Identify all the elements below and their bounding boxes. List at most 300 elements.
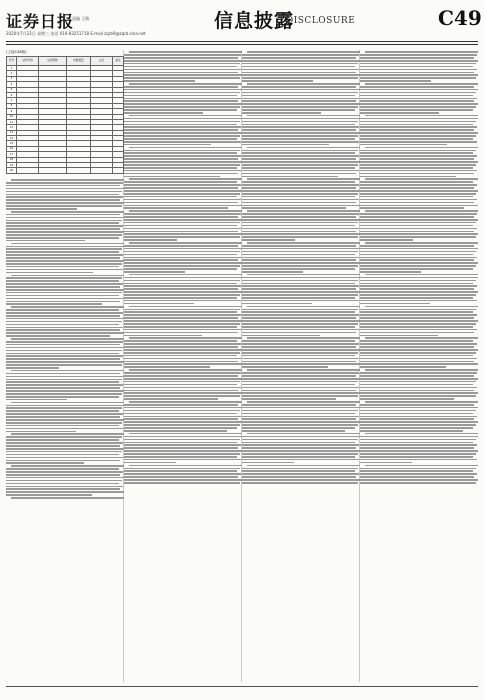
text-line	[124, 381, 240, 383]
text-line	[360, 158, 474, 160]
text-line	[124, 265, 240, 267]
text-line	[360, 361, 474, 363]
text-line	[360, 106, 476, 108]
text-line	[242, 363, 360, 365]
article-text-block	[242, 50, 360, 680]
text-line	[360, 479, 478, 481]
text-line	[242, 413, 355, 415]
text-line	[360, 372, 477, 374]
text-line	[124, 427, 237, 429]
text-line	[360, 86, 474, 88]
column-header: 占比	[91, 57, 113, 66]
text-line	[242, 462, 294, 464]
text-line	[124, 80, 195, 82]
text-line	[6, 341, 123, 343]
text-line	[360, 161, 478, 163]
text-line	[124, 161, 242, 163]
text-line	[6, 361, 124, 363]
text-line	[6, 393, 122, 395]
text-line	[360, 150, 476, 152]
text-line	[242, 352, 358, 354]
text-line	[6, 312, 123, 314]
text-line	[124, 100, 238, 102]
text-line	[6, 344, 120, 346]
text-line	[242, 60, 360, 62]
text-line	[6, 327, 123, 329]
text-line	[242, 340, 355, 342]
text-line	[360, 222, 476, 224]
text-line	[365, 306, 478, 308]
text-line	[360, 456, 473, 458]
text-line	[242, 372, 359, 374]
column-header: 序号	[7, 57, 17, 66]
text-line	[242, 280, 358, 282]
text-line	[6, 208, 77, 210]
holdings-table	[6, 56, 124, 174]
text-line	[360, 404, 474, 406]
text-line	[124, 213, 241, 215]
text-line	[124, 259, 238, 261]
text-line	[360, 141, 477, 143]
text-line	[6, 494, 92, 496]
header-rule	[6, 41, 478, 42]
text-line	[6, 416, 120, 418]
text-line	[124, 124, 237, 126]
text-line	[124, 248, 242, 250]
text-line	[124, 135, 240, 137]
text-line	[124, 355, 237, 357]
text-line	[360, 442, 473, 444]
text-line	[124, 109, 237, 111]
text-line	[360, 95, 473, 97]
text-line	[242, 213, 359, 215]
text-line	[360, 444, 477, 446]
text-line	[6, 364, 122, 366]
text-line	[124, 343, 241, 345]
text-line	[124, 236, 240, 238]
text-line	[129, 401, 242, 403]
text-line	[6, 272, 93, 274]
text-line	[124, 60, 242, 62]
text-line	[242, 135, 358, 137]
text-line	[247, 178, 360, 180]
text-line	[242, 187, 356, 189]
text-line	[360, 297, 473, 299]
table-cell: 9	[7, 109, 17, 114]
text-line	[6, 194, 119, 196]
text-line	[360, 352, 476, 354]
text-line	[124, 126, 241, 128]
text-line	[360, 259, 474, 261]
text-line	[360, 459, 477, 461]
text-line	[124, 349, 242, 351]
table-cell	[91, 168, 113, 173]
text-line	[242, 100, 356, 102]
text-line	[247, 337, 360, 339]
table-cell	[17, 168, 39, 173]
text-line	[242, 265, 358, 267]
text-line	[360, 74, 478, 76]
text-line	[6, 355, 123, 357]
text-line	[124, 482, 240, 484]
text-line	[6, 390, 124, 392]
column-header: 证券简称	[39, 57, 67, 66]
text-line	[360, 277, 478, 279]
text-line	[365, 337, 478, 339]
table-cell: 2	[7, 71, 17, 76]
text-line	[247, 465, 360, 467]
table-cell: 16	[7, 146, 17, 151]
text-line	[242, 69, 359, 71]
text-line	[360, 363, 478, 365]
text-line	[124, 283, 237, 285]
text-line	[124, 132, 242, 134]
text-line	[242, 479, 360, 481]
text-line	[242, 239, 295, 241]
text-line	[360, 248, 478, 250]
text-line	[360, 291, 478, 293]
text-line	[124, 228, 241, 230]
text-line	[124, 390, 238, 392]
text-line	[124, 95, 237, 97]
text-line	[6, 301, 120, 303]
text-line	[124, 323, 240, 325]
text-line	[360, 69, 477, 71]
text-line	[365, 178, 478, 180]
text-line	[242, 141, 359, 143]
text-line	[124, 288, 238, 290]
table-caption: (上接C48版)	[6, 50, 27, 54]
text-line	[242, 236, 358, 238]
text-line	[124, 335, 202, 337]
text-line	[242, 416, 359, 418]
text-line	[124, 404, 238, 406]
text-line	[360, 262, 478, 264]
text-line	[6, 237, 119, 239]
column-3	[242, 50, 360, 680]
text-line	[360, 112, 439, 114]
text-line	[124, 398, 218, 400]
text-line	[124, 300, 241, 302]
text-line	[6, 483, 119, 485]
text-line	[6, 419, 124, 421]
text-line	[124, 121, 240, 123]
text-line	[242, 66, 355, 68]
table-cell: 5	[7, 87, 17, 92]
text-line	[6, 457, 123, 459]
text-line	[6, 260, 124, 262]
text-line	[360, 346, 474, 348]
text-line	[360, 387, 477, 389]
text-line	[242, 219, 360, 221]
text-line	[365, 433, 478, 435]
text-line	[242, 430, 345, 432]
page-number: C49	[438, 6, 482, 30]
text-line	[124, 459, 241, 461]
text-line	[242, 407, 360, 409]
text-line	[242, 161, 360, 163]
text-line	[242, 297, 355, 299]
text-line	[6, 384, 123, 386]
text-line	[242, 436, 360, 438]
text-line	[242, 473, 359, 475]
text-line	[124, 363, 242, 365]
text-line	[360, 395, 476, 397]
text-line	[242, 72, 356, 74]
text-line	[124, 297, 237, 299]
text-line	[6, 234, 122, 236]
text-line	[6, 251, 119, 253]
text-line	[242, 207, 346, 209]
text-line	[129, 115, 242, 117]
table-cell: 8	[7, 103, 17, 108]
text-line	[6, 329, 120, 331]
text-line	[11, 179, 124, 181]
text-line	[360, 424, 476, 426]
text-line	[365, 83, 478, 85]
text-line	[242, 251, 358, 253]
text-line	[242, 259, 356, 261]
section-title-english: DISCLOSURE	[286, 16, 356, 26]
column-header: 证券代码	[17, 57, 39, 66]
text-line	[124, 262, 242, 264]
text-line	[6, 321, 122, 323]
text-line	[242, 129, 356, 131]
text-line	[242, 427, 355, 429]
text-line	[124, 430, 227, 432]
table-cell: 14	[7, 136, 17, 141]
text-line	[242, 378, 360, 380]
text-line	[242, 358, 359, 360]
text-line	[365, 369, 478, 371]
text-line	[124, 66, 237, 68]
text-line	[242, 303, 312, 305]
text-line	[124, 167, 237, 169]
text-line	[124, 395, 240, 397]
text-line	[242, 63, 358, 65]
text-line	[242, 181, 355, 183]
text-line	[6, 373, 120, 375]
text-line	[6, 448, 124, 450]
text-line	[11, 465, 124, 467]
text-line	[6, 405, 124, 407]
text-line	[360, 349, 478, 351]
text-line	[124, 92, 240, 94]
text-line	[242, 410, 358, 412]
text-line	[6, 488, 120, 490]
text-line	[242, 453, 358, 455]
text-line	[242, 248, 360, 250]
article-text-block	[360, 50, 478, 680]
text-line	[360, 54, 477, 56]
text-line	[360, 100, 474, 102]
text-line	[129, 433, 242, 435]
article-text-block	[6, 178, 124, 648]
text-line	[360, 468, 476, 470]
text-line	[360, 129, 474, 131]
text-line	[6, 263, 122, 265]
text-line	[242, 335, 320, 337]
text-line	[360, 66, 473, 68]
text-line	[242, 222, 358, 224]
text-line	[11, 306, 124, 308]
text-line	[242, 314, 359, 316]
text-line	[242, 92, 358, 94]
text-line	[124, 352, 240, 354]
text-line	[242, 421, 360, 423]
text-line	[242, 442, 355, 444]
text-line	[124, 444, 241, 446]
text-line	[360, 271, 421, 273]
text-line	[124, 233, 242, 235]
text-line	[6, 387, 120, 389]
text-line	[124, 309, 240, 311]
text-line	[6, 381, 119, 383]
text-line	[242, 398, 336, 400]
text-line	[6, 358, 120, 360]
text-line	[242, 326, 355, 328]
text-line	[360, 288, 474, 290]
text-line	[360, 196, 473, 198]
text-line	[6, 410, 119, 412]
text-line	[242, 375, 356, 377]
text-line	[124, 340, 237, 342]
text-line	[124, 164, 240, 166]
text-line	[360, 311, 473, 313]
text-line	[124, 479, 242, 481]
text-line	[247, 115, 360, 117]
text-line	[242, 482, 358, 484]
text-line	[242, 89, 360, 91]
text-line	[124, 106, 240, 108]
text-line	[124, 112, 203, 114]
text-line	[6, 491, 124, 493]
text-line	[242, 476, 356, 478]
text-line	[360, 300, 477, 302]
text-line	[360, 138, 473, 140]
text-line	[129, 210, 242, 212]
text-line	[124, 170, 241, 172]
text-line	[242, 112, 321, 114]
text-line	[6, 191, 122, 193]
text-line	[360, 381, 476, 383]
text-line	[360, 121, 476, 123]
text-line	[360, 193, 476, 195]
text-line	[242, 254, 355, 256]
text-line	[242, 228, 359, 230]
text-line	[6, 246, 124, 248]
text-line	[242, 311, 355, 313]
table-cell	[67, 168, 91, 173]
text-line	[129, 369, 242, 371]
text-line	[6, 471, 123, 473]
text-line	[124, 193, 240, 195]
text-line	[124, 291, 242, 293]
text-line	[124, 366, 210, 368]
text-line	[242, 57, 356, 59]
text-line	[124, 421, 242, 423]
text-line	[247, 51, 360, 53]
text-line	[6, 324, 119, 326]
text-line	[6, 240, 85, 242]
text-line	[124, 358, 241, 360]
text-line	[6, 396, 119, 398]
text-line	[124, 387, 241, 389]
table-cell: 17	[7, 152, 17, 157]
text-line	[242, 323, 358, 325]
text-line	[11, 338, 124, 340]
text-line	[365, 401, 478, 403]
text-line	[360, 219, 478, 221]
text-line	[360, 126, 477, 128]
text-line	[242, 456, 355, 458]
text-line	[124, 129, 238, 131]
text-line	[124, 176, 220, 178]
text-line	[242, 103, 360, 105]
text-line	[360, 329, 477, 331]
text-line	[124, 418, 238, 420]
text-line	[6, 303, 102, 305]
text-line	[124, 271, 185, 273]
text-line	[124, 332, 238, 334]
text-line	[360, 170, 477, 172]
text-line	[129, 83, 242, 85]
text-line	[11, 370, 124, 372]
text-lines-placeholder	[242, 51, 360, 680]
text-lines-placeholder	[124, 51, 242, 680]
text-line	[360, 155, 477, 157]
text-line	[360, 92, 476, 94]
text-line	[360, 358, 477, 360]
text-line	[129, 274, 242, 276]
text-line	[6, 350, 122, 352]
table-header-row	[7, 57, 124, 66]
text-line	[6, 188, 124, 190]
text-line	[360, 236, 476, 238]
text-line	[242, 390, 356, 392]
text-line	[360, 199, 477, 201]
text-line	[242, 384, 355, 386]
text-line	[360, 378, 478, 380]
text-line	[124, 196, 237, 198]
text-line	[360, 332, 474, 334]
text-line	[365, 147, 478, 149]
text-line	[242, 170, 359, 172]
text-line	[242, 144, 329, 146]
table-cell: 19	[7, 163, 17, 168]
text-line	[242, 444, 359, 446]
table-cell: 15	[7, 141, 17, 146]
text-line	[6, 269, 123, 271]
text-line	[124, 476, 238, 478]
text-line	[360, 326, 473, 328]
text-line	[360, 398, 454, 400]
text-line	[124, 314, 241, 316]
text-line	[242, 152, 355, 154]
holdings-table-section	[6, 50, 124, 174]
text-line	[6, 451, 122, 453]
text-line	[242, 173, 356, 175]
text-line	[11, 243, 124, 245]
text-line	[360, 181, 473, 183]
text-line	[360, 265, 476, 267]
text-line	[360, 447, 474, 449]
text-line	[6, 280, 119, 282]
text-line	[124, 216, 238, 218]
text-line	[360, 109, 473, 111]
text-line	[242, 257, 359, 259]
text-line	[6, 185, 120, 187]
